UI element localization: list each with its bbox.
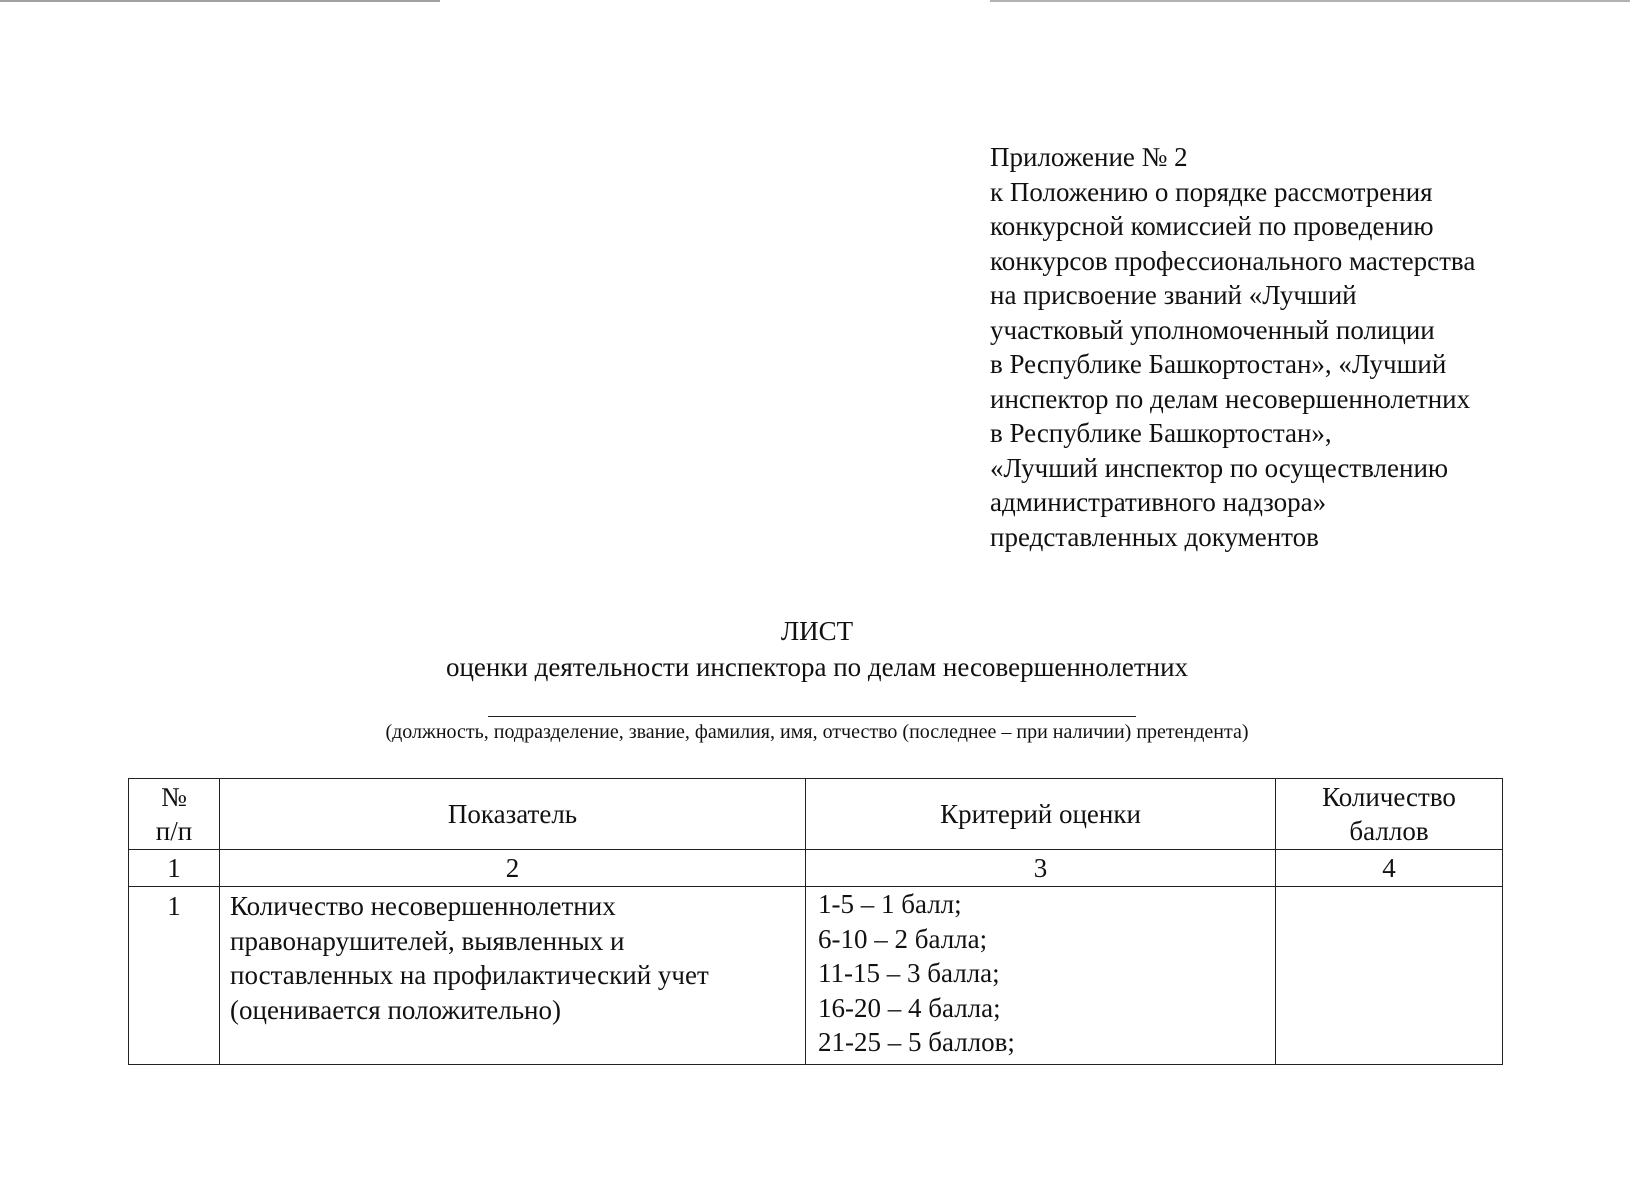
column-index-cell: 2 — [220, 850, 806, 887]
header-indicator: Показатель — [220, 779, 806, 850]
criteria-line: 11-15 – 3 балла; — [818, 958, 1000, 988]
column-index-cell: 4 — [1276, 850, 1503, 887]
header-points — [1276, 779, 1503, 850]
appendix-line: конкурсной комиссией по проведению — [990, 211, 1434, 241]
header-number — [129, 779, 220, 850]
appendix-line: в Республике Башкортостан», «Лучший — [990, 349, 1447, 379]
fill-in-line — [488, 716, 1136, 717]
table-row — [129, 887, 1503, 1065]
indicator-line: Количество несовершеннолетних — [230, 891, 616, 921]
indicator-line: правонарушителей, выявленных и — [230, 925, 625, 956]
column-index-cell: 3 — [806, 850, 1276, 887]
row-criteria — [806, 887, 1276, 1065]
evaluation-table — [128, 778, 1503, 1065]
criteria-line: 21-25 – 5 баллов; — [818, 1027, 1015, 1057]
appendix-line: административного надзора» — [990, 487, 1327, 517]
appendix-line: Приложение № 2 — [990, 142, 1188, 172]
header-points-line1: Количество — [1322, 782, 1456, 812]
document-title: ЛИСТ — [780, 616, 854, 646]
criteria-line: 6-10 – 2 балла; — [818, 923, 988, 954]
appendix-line: конкурсов профессионального мастерства — [990, 245, 1476, 276]
row-number: 1 — [129, 887, 220, 1065]
appendix-line: представленных документов — [990, 521, 1319, 552]
column-index-cell: 1 — [129, 850, 220, 887]
appendix-block — [990, 140, 1590, 554]
indicator-line: поставленных на профилактический учет — [230, 960, 709, 990]
row-indicator — [220, 887, 806, 1065]
row-points — [1276, 887, 1503, 1065]
column-index-row — [129, 850, 1503, 887]
criteria-line: 16-20 – 4 балла; — [818, 992, 1001, 1023]
scan-edge-left — [0, 0, 440, 2]
appendix-line: участковый уполномоченный полиции — [990, 314, 1435, 345]
appendix-line: к Положению о порядке рассмотрения — [990, 176, 1433, 207]
fill-in-caption: (должность, подразделение, звание, фамилия, имя, отчество (последнее – при наличии) претендента) — [385, 721, 1249, 743]
header-criteria: Критерий оценки — [806, 779, 1276, 850]
header-number-line1: № — [161, 782, 187, 812]
appendix-line: на присвоение званий «Лучший — [990, 280, 1357, 310]
header-points-line2: баллов — [1349, 816, 1429, 846]
appendix-line: «Лучший инспектор по осуществлению — [990, 452, 1449, 483]
table-header-row — [129, 779, 1503, 850]
appendix-line: в Республике Башкортостан», — [990, 418, 1332, 448]
scan-edge-right — [990, 0, 1630, 2]
indicator-line: (оценивается положительно) — [230, 994, 561, 1025]
header-number-line2: п/п — [155, 816, 193, 846]
criteria-line: 1-5 – 1 балл; — [818, 889, 962, 919]
document-subtitle: оценки деятельности инспектора по делам несовершеннолетних — [445, 652, 1189, 682]
appendix-line: инспектор по делам несовершеннолетних — [990, 383, 1471, 414]
